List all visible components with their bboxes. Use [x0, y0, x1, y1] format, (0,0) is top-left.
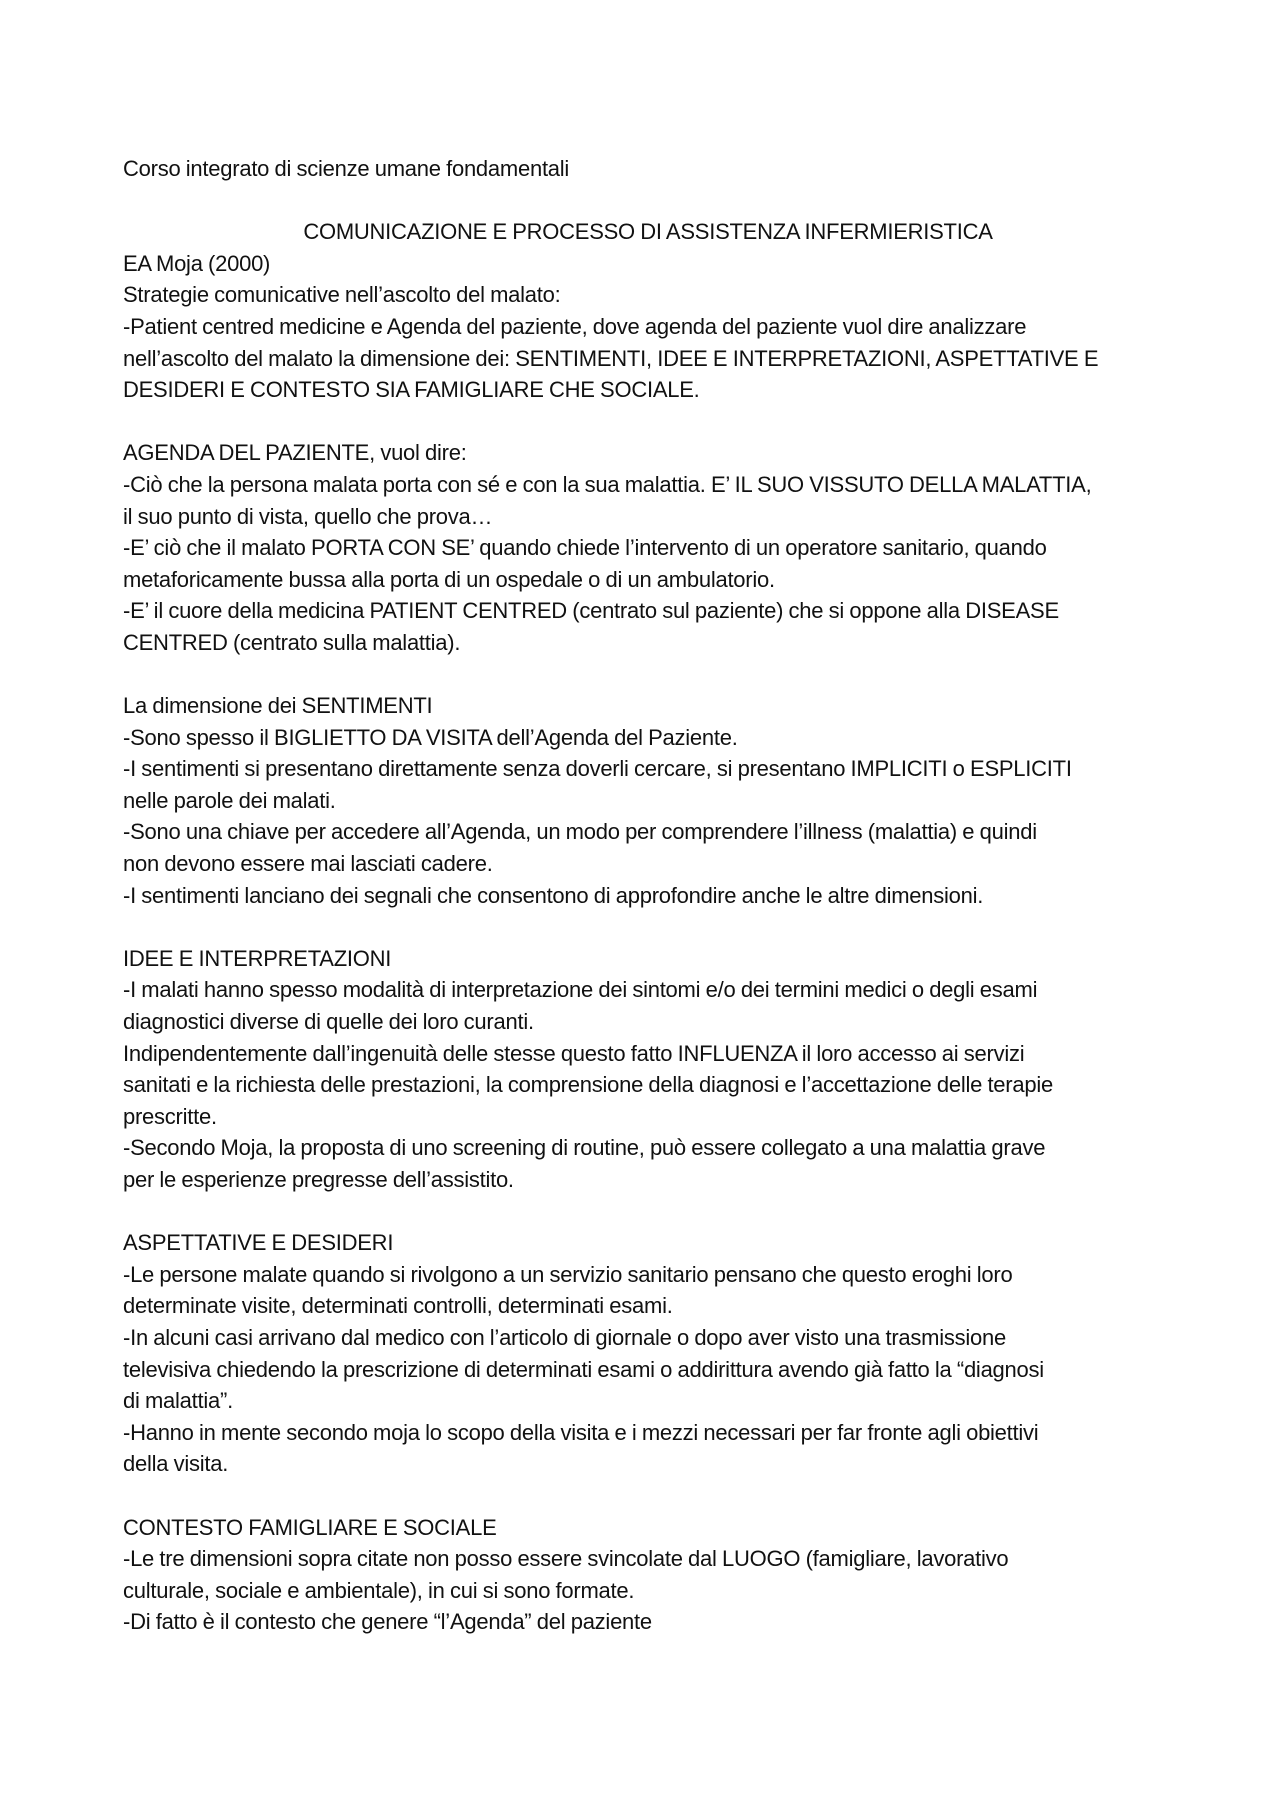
section-line: -Sono una chiave per accedere all’Agenda, un modo per comprendere l’illness (malattia) e quindi non devono essere mai lasciati cadere. — [123, 819, 1037, 877]
section-line: -I sentimenti lanciano dei segnali che consentono di approfondire anche le altre dimensioni. — [123, 882, 984, 908]
blank-line — [123, 911, 1173, 943]
section-line: -E’ ciò che il malato PORTA CON SE’ quando chiede l’intervento di un operatore sanitario, quando metaforicamente bussa alla porta di un ospedale o di un ambulatorio. — [123, 535, 1047, 592]
section-heading-aspettative: ASPETTATIVE E DESIDERI — [123, 1230, 394, 1256]
intro-subtitle: Strategie comunicative nell’ascolto del malato: — [123, 282, 561, 308]
section-line: -Sono spesso il BIGLIETTO DA VISITA dell’Agenda del Paziente. — [123, 724, 738, 750]
blank-line — [123, 1480, 1173, 1512]
author-line: EA Moja (2000) — [123, 250, 271, 276]
section-heading-agenda: AGENDA DEL PAZIENTE, vuol dire: — [123, 440, 467, 466]
section-line: -In alcuni casi arrivano dal medico con l’articolo di giornale o dopo aver visto una trasmissione televisiva chiedendo la prescrizione di determinati esami o addirittura avendo già fatto la “diagnosi di malattia”. — [123, 1324, 1044, 1414]
course-title: Corso integrato di scienze umane fondamentali — [123, 156, 570, 181]
section-heading-sentimenti: La dimensione dei SENTIMENTI — [123, 693, 433, 719]
blank-line — [123, 1196, 1173, 1228]
section-line: -Hanno in mente secondo moja lo scopo della visita e i mezzi necessari per far fronte agli obiettivi della visita. — [123, 1419, 1039, 1477]
section-line: -E’ il cuore della medicina PATIENT CENTRED (centrato sul paziente) che si oppone alla DISEASE CENTRED (centrato sulla malattia). — [123, 598, 1059, 655]
section-heading-contesto: CONTESTO FAMIGLIARE E SOCIALE — [123, 1514, 497, 1540]
section-line: -Le tre dimensioni sopra citate non posso essere svincolate dal LUOGO (famigliare, lavorativo culturale, sociale e ambientale), in cui si sono formate. — [123, 1546, 1009, 1603]
section-line: -Secondo Moja, la proposta di uno screening di routine, può essere collegato a una malattia grave per le esperienze pregresse dell’assistito. — [123, 1135, 1046, 1192]
section-line: -I sentimenti si presentano direttamente senza doverli cercare, si presentano IMPLICITI o ESPLICITI nelle parole dei malati. — [123, 756, 1072, 813]
section-line: -Di fatto è il contesto che genere “l’Agenda” del paziente — [123, 1609, 652, 1635]
section-line: -Le persone malate quando si rivolgono a un servizio sanitario pensano che questo eroghi loro determinate visite, determinati controlli, determinati esami. — [123, 1261, 1013, 1319]
section-line: Indipendentemente dall’ingenuità delle stesse questo fatto INFLUENZA il loro accesso ai servizi sanitati e la richiesta delle prestazioni, la comprensione della diagnosi e l’accettazione delle terapie prescritte. — [123, 1040, 1053, 1129]
section-heading-idee: IDEE E INTERPRETAZIONI — [123, 945, 392, 971]
main-title: COMUNICAZIONE E PROCESSO DI ASSISTENZA INFERMIERISTICA — [303, 219, 993, 245]
blank-line — [123, 659, 1173, 691]
intro-paragraph: -Patient centred medicine e Agenda del paziente, dove agenda del paziente vuol dire analizzare nell’ascolto del malato la dimensione dei: SENTIMENTI, IDEE E INTERPRETAZIONI, ASPETTATIVE E DESIDERI E CONTESTO SIA FAMIGLIARE CHE SOCIALE. — [123, 313, 1099, 403]
blank-line — [123, 185, 1173, 217]
section-line: -I malati hanno spesso modalità di interpretazione dei sintomi e/o dei termini medici o degli esami diagnostici diverse di quelle dei loro curanti. — [123, 977, 1038, 1035]
blank-line — [123, 406, 1173, 438]
document-body — [123, 153, 1173, 1638]
section-line: -Ciò che la persona malata porta con sé e con la sua malattia. E’ IL SUO VISSUTO DELLA MALATTIA, il suo punto di vista, quello che prova… — [123, 471, 1092, 529]
